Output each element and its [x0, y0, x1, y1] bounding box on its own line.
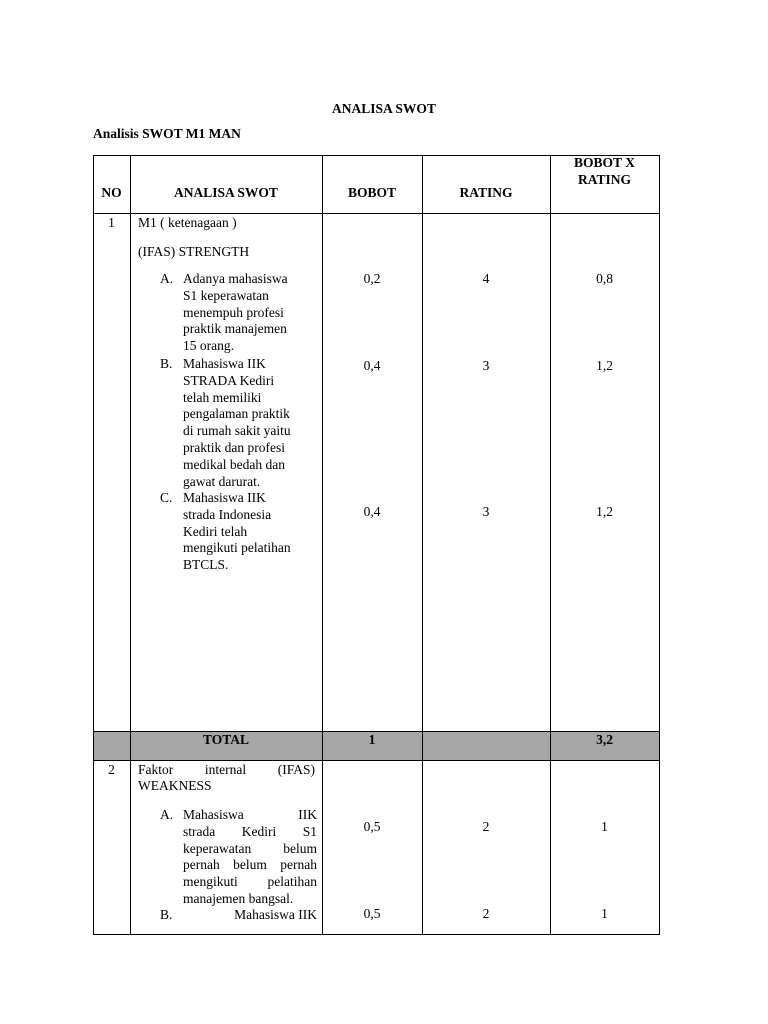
list-letter: C.: [160, 490, 173, 505]
weakness-a-bobot: 0,5: [363, 819, 381, 834]
list-letter: B.: [160, 356, 173, 371]
document-title: ANALISA SWOT: [332, 101, 436, 116]
text-line: mengikuti pelatihan: [183, 540, 291, 556]
text-line: S1 keperawatan: [183, 287, 269, 303]
list-letter: B.: [160, 907, 173, 922]
header-rating: RATING: [459, 185, 513, 200]
list-letter: A.: [160, 807, 174, 822]
strength-b-bxr: 1,2: [596, 358, 613, 373]
section1-heading: M1 ( ketenagaan ): [138, 215, 237, 230]
table-border-left: [93, 155, 94, 935]
header-no: NO: [101, 185, 122, 200]
document-subtitle: Analisis SWOT M1 MAN: [93, 126, 241, 141]
weakness-b-rating: 2: [482, 906, 490, 921]
strength-c-bxr: 1,2: [596, 504, 613, 519]
header-bobot: BOBOT: [347, 185, 396, 200]
total-bobot-x-rating: 3,2: [596, 732, 613, 747]
weakness-a-bxr: 1: [601, 819, 608, 834]
list-text: [183, 807, 317, 908]
text-line: medikal bedah dan: [183, 456, 285, 472]
text-line: pengalaman praktik: [183, 406, 290, 422]
swot-table: [93, 155, 660, 935]
weakness-b-bxr: 1: [601, 906, 608, 921]
text-line: Mahasiswa IIK: [183, 356, 266, 371]
text-line: gawat darurat.: [183, 473, 261, 489]
text-line: Adanya mahasiswa: [183, 271, 288, 286]
section1-category: (IFAS) STRENGTH: [138, 244, 250, 259]
text-line: Mahasiswa IIK: [234, 907, 317, 922]
text-line: Mahasiswa IIK: [183, 807, 317, 822]
total-bobot: 1: [368, 732, 376, 747]
text-line: praktik manajemen: [183, 321, 287, 337]
text-line: strada Kediri S1: [183, 823, 317, 839]
text-line: praktik dan profesi: [183, 439, 285, 455]
header-bobot-x: BOBOT X: [574, 155, 635, 170]
list-text: [183, 271, 317, 355]
list-text: [183, 356, 317, 490]
section2-heading: Faktor internal (IFAS): [138, 762, 315, 777]
text-line: di rumah sakit yaitu: [183, 423, 291, 439]
strength-c-bobot: 0,4: [363, 504, 381, 519]
text-line: Mahasiswa IIK: [183, 490, 266, 505]
list-text: [183, 907, 317, 924]
strength-a-bxr: 0,8: [596, 271, 613, 286]
strength-a-rating: 4: [482, 271, 490, 286]
list-text: [183, 490, 317, 574]
row-number-1: 1: [108, 215, 115, 230]
text-line: Kediri telah: [183, 523, 248, 539]
text-line: manajemen bangsal.: [183, 890, 294, 906]
section2-category: WEAKNESS: [138, 778, 212, 793]
column-divider-no: [130, 155, 131, 935]
row-number-2: 2: [108, 762, 115, 777]
header-row-divider: [93, 213, 660, 214]
text-line: telah memiliki: [183, 389, 262, 405]
text-line: 15 orang.: [183, 338, 234, 354]
total-row-bottom: [93, 760, 660, 761]
strength-b-bobot: 0,4: [363, 358, 381, 373]
text-line: strada Indonesia: [183, 506, 272, 522]
text-line: BTCLS.: [183, 557, 229, 573]
strength-b-rating: 3: [482, 358, 490, 373]
list-letter: A.: [160, 271, 174, 286]
table-border-bottom: [93, 934, 660, 935]
strength-a-bobot: 0,2: [363, 271, 381, 286]
text-line: mengikuti pelatihan: [183, 874, 317, 890]
header-analisa-swot: ANALISA SWOT: [174, 185, 278, 200]
text-line: keperawatan belum: [183, 840, 317, 856]
text-line: pernah belum pernah: [183, 857, 317, 873]
table-border-right: [659, 155, 660, 935]
text-line: STRADA Kediri: [183, 372, 275, 388]
text-line: menempuh profesi: [183, 304, 284, 320]
weakness-b-bobot: 0,5: [363, 906, 381, 921]
weakness-a-rating: 2: [482, 819, 490, 834]
total-label: TOTAL: [202, 732, 250, 747]
header-rating-2: RATING: [577, 172, 631, 187]
strength-c-rating: 3: [482, 504, 490, 519]
